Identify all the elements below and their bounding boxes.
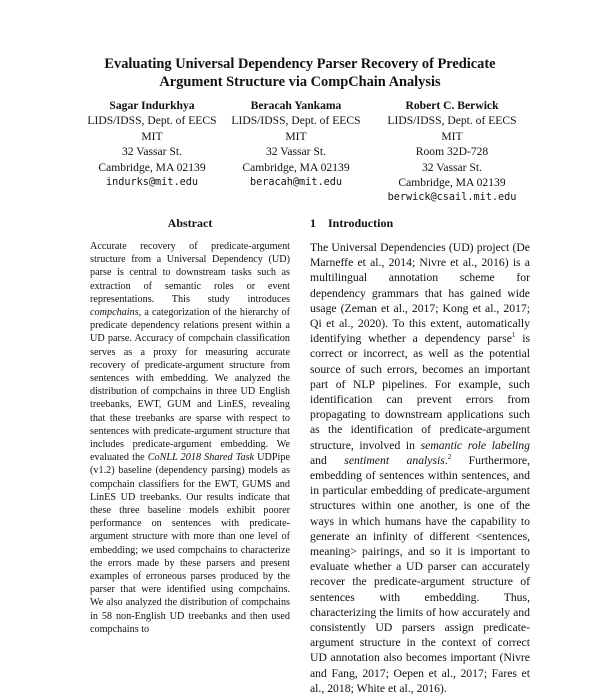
author-city: Cambridge, MA 02139 <box>98 160 206 174</box>
author-street: 32 Vassar St. <box>121 145 182 159</box>
author-institution: MIT <box>141 129 163 143</box>
abstract-text-3: UDPipe (v1.2) baseline (dependency parsing) models as compchain classifiers for the EWT, GUMS and LinES UD treebanks. Our results indicate that these three baseline models exhibit poorer performance on sentences with predicate-argument structure with more than one level of embedding; we used compchains to characterize the errors made by these parsers and present examples of erroneous parses produced by the parser that were identified using compchains. We also analyzed the distribution of compchains in 58 non-English UD treebanks and then used compchains to <box>90 452 291 635</box>
author-institution: MIT <box>285 129 307 143</box>
author-city: Cambridge, MA 02139 <box>242 160 350 174</box>
author-street: 32 Vassar St. <box>421 160 482 174</box>
author-name: Beracah Yankama <box>250 99 342 112</box>
abstract-body <box>90 240 290 636</box>
abstract-heading: Abstract <box>167 216 213 230</box>
intro-text-3: and <box>310 453 345 467</box>
author-street: 32 Vassar St. <box>265 145 326 159</box>
author-block-3 <box>382 98 522 206</box>
author-affiliation: LIDS/IDSS, Dept. of EECS <box>387 114 517 128</box>
author-name: Sagar Indurkhya <box>109 99 195 112</box>
title-line-2: Argument Structure via CompChain Analysis <box>159 74 441 90</box>
intro-text-1: The Universal Dependencies (UD) project (De Marneffe et al., 2014; Nivre et al., 2016) is a multilingual annotation scheme for dependency grammars that has gained wide usage (Zeman et al., 2017; Kong et al., 2017; Qi et al., 2020). To this extent, automatically identifying whether a dependency parse <box>310 241 530 346</box>
abstract-term-compchains: compchains <box>90 307 139 319</box>
abstract-term-shared-task: CoNLL 2018 Shared Task <box>147 452 255 464</box>
section-number: 1 <box>310 216 316 230</box>
intro-text-2: is correct or incorrect, as well as the potential source of such errors, becomes an important part of NLP pipelines. For example, such identification can prevent errors from propagating to downstream applications such as the identification of predicate-argument structure, involved in <box>310 332 531 452</box>
abstract-text-1: Accurate recovery of predicate-argument structure from a Universal Dependency (UD) parse is central to downstream tasks such as extraction of semantic roles or event representations. This study introduces <box>90 241 290 305</box>
author-email[interactable]: beracah@mit.edu <box>249 177 342 189</box>
author-block-1 <box>82 98 222 190</box>
author-block-2 <box>226 98 366 190</box>
author-name: Robert C. Berwick <box>405 99 499 112</box>
section-title: Introduction <box>328 216 394 230</box>
paper-title <box>40 55 560 91</box>
footnote-marker-1[interactable]: 1 <box>511 331 516 340</box>
abstract-text-2: , a categorization of the hierarchy of predicate dependency relations present within a UD parse. Accuracy of compchain classification serves as a proxy for measuring accurate recovery of predicate-argument structure from sentences with embedding. We analyzed the distribution of compchains in three UD English treebanks, EWT, GUM and LinES, revealing that these treebanks are sparse with respect to sentences with predicate-argument structure that includes predicate-argument embedding. We evaluated the <box>90 307 290 464</box>
introduction-heading <box>310 216 530 230</box>
title-line-1: Evaluating Universal Dependency Parser Recovery of Predicate <box>104 56 496 72</box>
intro-term-sentiment: sentiment analysis <box>344 453 445 467</box>
intro-term-srl: semantic role labeling <box>420 438 530 452</box>
footnote-marker-2[interactable]: 2 <box>447 452 452 461</box>
author-institution: MIT <box>441 129 463 143</box>
intro-text-5: Furthermore, embedding of sentences within sentences, and in particular embedding of predicate-argument structures within one another, is one of the ways in which humans have the capability to generate an infinity of different <sentences, meaning> pairings, and so it is important to evaluate whether a UD parser can accurately recover the predicate-argument structure of sentences with embedding. Thus, characterizing the limits of how accurately and consistently UD parsers assign predicate-argument structure in the context of correct UD annotation also becomes important (Nivre and Fang, 2017; Oepen et al., 2017; Fares et al., 2018; White et al., 2016). <box>310 453 531 695</box>
author-email[interactable]: indurks@mit.edu <box>105 177 198 189</box>
author-city: Cambridge, MA 02139 <box>398 176 506 190</box>
author-affiliation: LIDS/IDSS, Dept. of EECS <box>231 114 361 128</box>
author-room: Room 32D-728 <box>415 145 489 159</box>
author-email[interactable]: berwick@csail.mit.edu <box>387 192 517 204</box>
introduction-body <box>310 240 530 696</box>
intro-text-4: . <box>444 453 448 467</box>
author-affiliation: LIDS/IDSS, Dept. of EECS <box>87 114 217 128</box>
